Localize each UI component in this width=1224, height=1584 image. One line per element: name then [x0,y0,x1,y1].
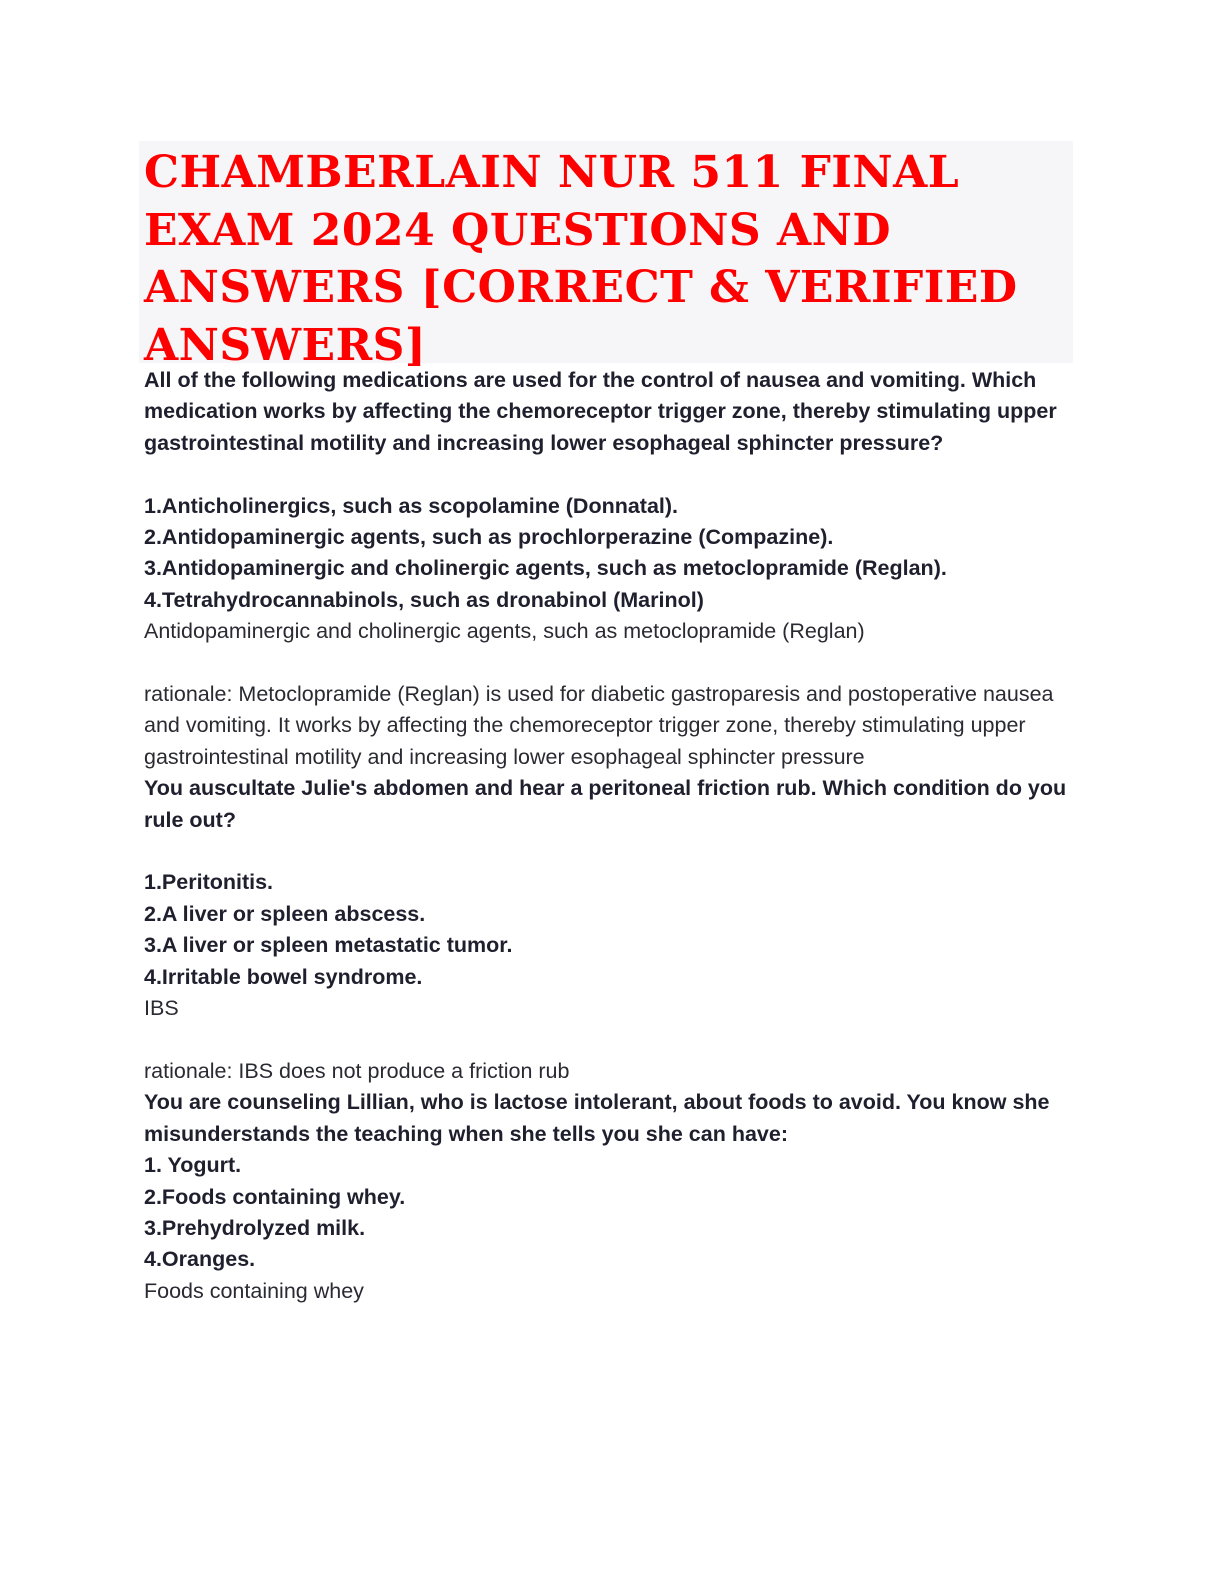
question-2-answer: IBS [144,996,179,1021]
spacer [144,459,1079,490]
question-1-option-4: 4.Tetrahydrocannabinols, such as dronabinol (Marinol) [144,587,704,612]
question-3-answer: Foods containing whey [144,1278,364,1303]
spacer [144,648,1079,679]
question-2-option-4: 4.Irritable bowel syndrome. [144,964,423,989]
document-body [144,365,1079,1307]
document-title: CHAMBERLAIN NUR 511 FINAL EXAM 2024 QUESTIONS AND ANSWERS [CORRECT & VERIFIED ANSWERS] [144,147,1018,371]
question-1-option-3: 3.Antidopaminergic and cholinergic agents, such as metoclopramide (Reglan). [144,556,947,581]
spacer [144,836,1079,867]
question-2-option-3: 3.A liver or spleen metastatic tumor. [144,933,513,958]
question-3-option-4: 4.Oranges. [144,1247,256,1272]
spacer [144,1024,1079,1055]
question-1-option-2: 2.Antidopaminergic agents, such as prochlorperazine (Compazine). [144,525,834,550]
question-2-option-1: 1.Peritonitis. [144,870,274,895]
question-3-option-1: 1. Yogurt. [144,1153,242,1178]
question-3-prompt: You are counseling Lillian, who is lactose intolerant, about foods to avoid. You know she misunderstands the teaching when she tells you she can have: [144,1090,1050,1146]
question-3-option-2: 2.Foods containing whey. [144,1184,406,1209]
question-2-prompt: You auscultate Julie's abdomen and hear a peritoneal friction rub. Which condition do you rule out? [144,776,1067,832]
question-1-rationale: rationale: Metoclopramide (Reglan) is used for diabetic gastroparesis and postoperative nausea and vomiting. It works by affecting the chemoreceptor trigger zone, thereby stimulating upper gastrointestinal motility and increasing lower esophageal sphincter pressure [144,682,1054,769]
question-1-answer: Antidopaminergic and cholinergic agents, such as metoclopramide (Reglan) [144,619,865,644]
question-2-rationale: rationale: IBS does not produce a friction rub [144,1058,570,1083]
question-3-option-3: 3.Prehydrolyzed milk. [144,1215,366,1240]
question-1-prompt: All of the following medications are used for the control of nausea and vomiting. Which medication works by affecting the chemoreceptor trigger zone, thereby stimulating upper gastrointestinal motility and increasing lower esophageal sphincter pressure? [144,368,1057,455]
question-2-option-2: 2.A liver or spleen abscess. [144,901,426,926]
question-1-option-1: 1.Anticholinergics, such as scopolamine (Donnatal). [144,493,679,518]
